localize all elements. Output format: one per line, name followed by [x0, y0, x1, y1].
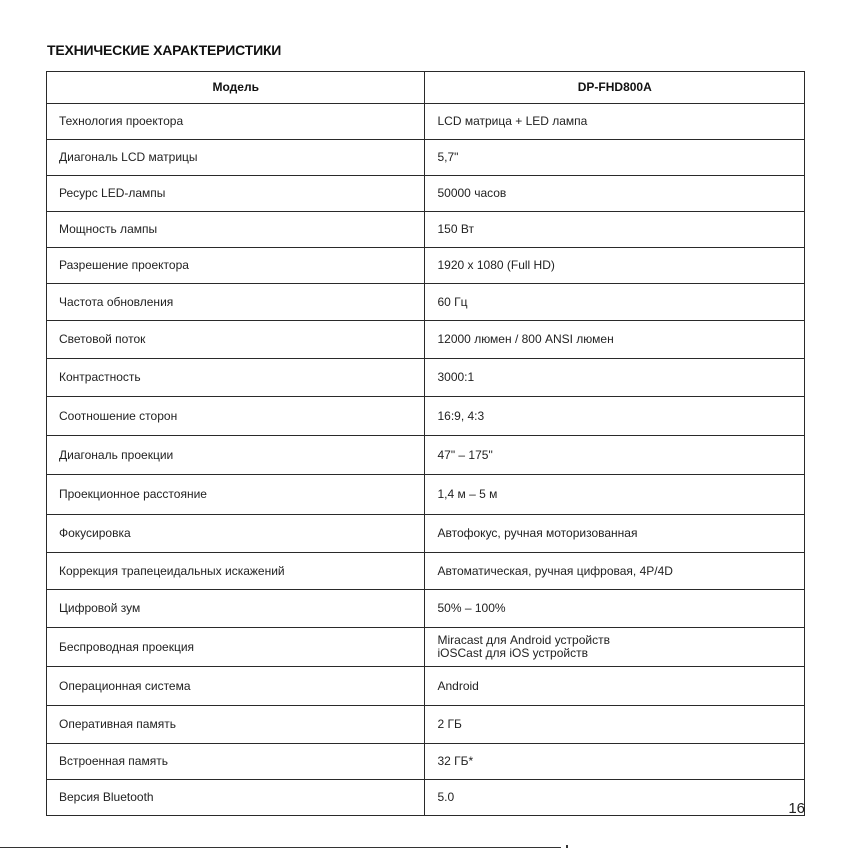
header-model-value: DP-FHD800A [425, 72, 805, 104]
table-row [47, 667, 805, 706]
table-row [47, 744, 805, 780]
spec-param: Ресурс LED-лампы [47, 176, 425, 212]
table-row [47, 104, 805, 140]
table-row [47, 397, 805, 436]
spec-value-line: Автофокус, ручная моторизованная [437, 526, 638, 540]
spec-value [425, 475, 805, 515]
spec-value-line: 1920 x 1080 (Full HD) [437, 258, 555, 272]
spec-value [425, 248, 805, 284]
spec-param: Оперативная память [47, 706, 425, 744]
spec-value-line: 150 Вт [437, 222, 474, 236]
spec-value-line: 32 ГБ* [437, 754, 474, 768]
table-row [47, 475, 805, 515]
spec-param: Коррекция трапецеидальных искажений [47, 553, 425, 590]
spec-param: Контрастность [47, 359, 425, 397]
spec-value-line: 60 Гц [437, 294, 468, 309]
table-header-row [47, 72, 805, 104]
table-row [47, 628, 805, 667]
table-row [47, 321, 805, 359]
spec-value-line: 2 ГБ [437, 717, 462, 731]
page-number: 16 [788, 800, 805, 817]
spec-value [425, 590, 805, 628]
spec-param: Частота обновления [47, 284, 425, 321]
spec-value [425, 359, 805, 397]
table-row [47, 553, 805, 590]
table-row [47, 359, 805, 397]
table-row [47, 436, 805, 475]
spec-value [425, 104, 805, 140]
spec-value [425, 667, 805, 706]
spec-value-line: 5.0 [437, 790, 455, 804]
spec-value-line: 5,7" [437, 150, 459, 164]
page-title: ТЕХНИЧЕСКИЕ ХАРАКТЕРИСТИКИ [47, 42, 282, 58]
spec-value [425, 628, 805, 667]
spec-value [425, 744, 805, 780]
spec-param: Разрешение проектора [47, 248, 425, 284]
spec-value-line: 1,4 м – 5 м [437, 487, 498, 501]
table-row [47, 515, 805, 553]
spec-value-line: 50% – 100% [437, 601, 506, 615]
spec-value-line: Miracast для Android устройств [437, 633, 610, 647]
spec-param: Проекционное расстояние [47, 475, 425, 515]
spec-value [425, 436, 805, 475]
spec-value [425, 397, 805, 436]
table-row [47, 140, 805, 176]
spec-value-line: Автоматическая, ручная цифровая, 4P/4D [437, 563, 673, 578]
spec-param: Беспроводная проекция [47, 628, 425, 667]
table-row [47, 212, 805, 248]
table-row [47, 706, 805, 744]
spec-table [46, 71, 805, 816]
spec-value-line: Android [437, 678, 479, 693]
spec-value-line: 3000:1 [437, 370, 475, 384]
spec-value [425, 706, 805, 744]
bottom-divider-mark [566, 845, 568, 848]
spec-param: Операционная система [47, 667, 425, 706]
table-row [47, 248, 805, 284]
spec-param: Соотношение сторон [47, 397, 425, 436]
spec-param: Диагональ проекции [47, 436, 425, 475]
spec-param: Диагональ LCD матрицы [47, 140, 425, 176]
spec-param: Цифровой зум [47, 590, 425, 628]
spec-value [425, 140, 805, 176]
spec-value [425, 321, 805, 359]
spec-value [425, 212, 805, 248]
spec-value-line: LCD матрица + LED лампа [437, 114, 588, 128]
spec-value-line: 12000 люмен / 800 ANSI люмен [437, 332, 614, 346]
spec-table-body [47, 104, 805, 816]
spec-value-line: iOSCast для iOS устройств [437, 646, 588, 660]
spec-value [425, 515, 805, 553]
spec-param: Встроенная память [47, 744, 425, 780]
spec-param: Мощность лампы [47, 212, 425, 248]
table-row [47, 176, 805, 212]
spec-value [425, 176, 805, 212]
spec-param: Фокусировка [47, 515, 425, 553]
spec-value [425, 553, 805, 590]
spec-param: Световой поток [47, 321, 425, 359]
spec-value-line: 47" – 175" [437, 447, 493, 462]
table-row [47, 590, 805, 628]
spec-param: Технология проектора [47, 104, 425, 140]
table-row [47, 284, 805, 321]
spec-value-line: 16:9, 4:3 [437, 408, 485, 423]
spec-param: Версия Bluetooth [47, 780, 425, 816]
spec-value [425, 284, 805, 321]
spec-value-line: 50000 часов [437, 186, 507, 200]
header-model-label: Модель [47, 72, 425, 104]
spec-value [425, 780, 805, 816]
bottom-divider [0, 847, 561, 848]
table-row [47, 780, 805, 816]
